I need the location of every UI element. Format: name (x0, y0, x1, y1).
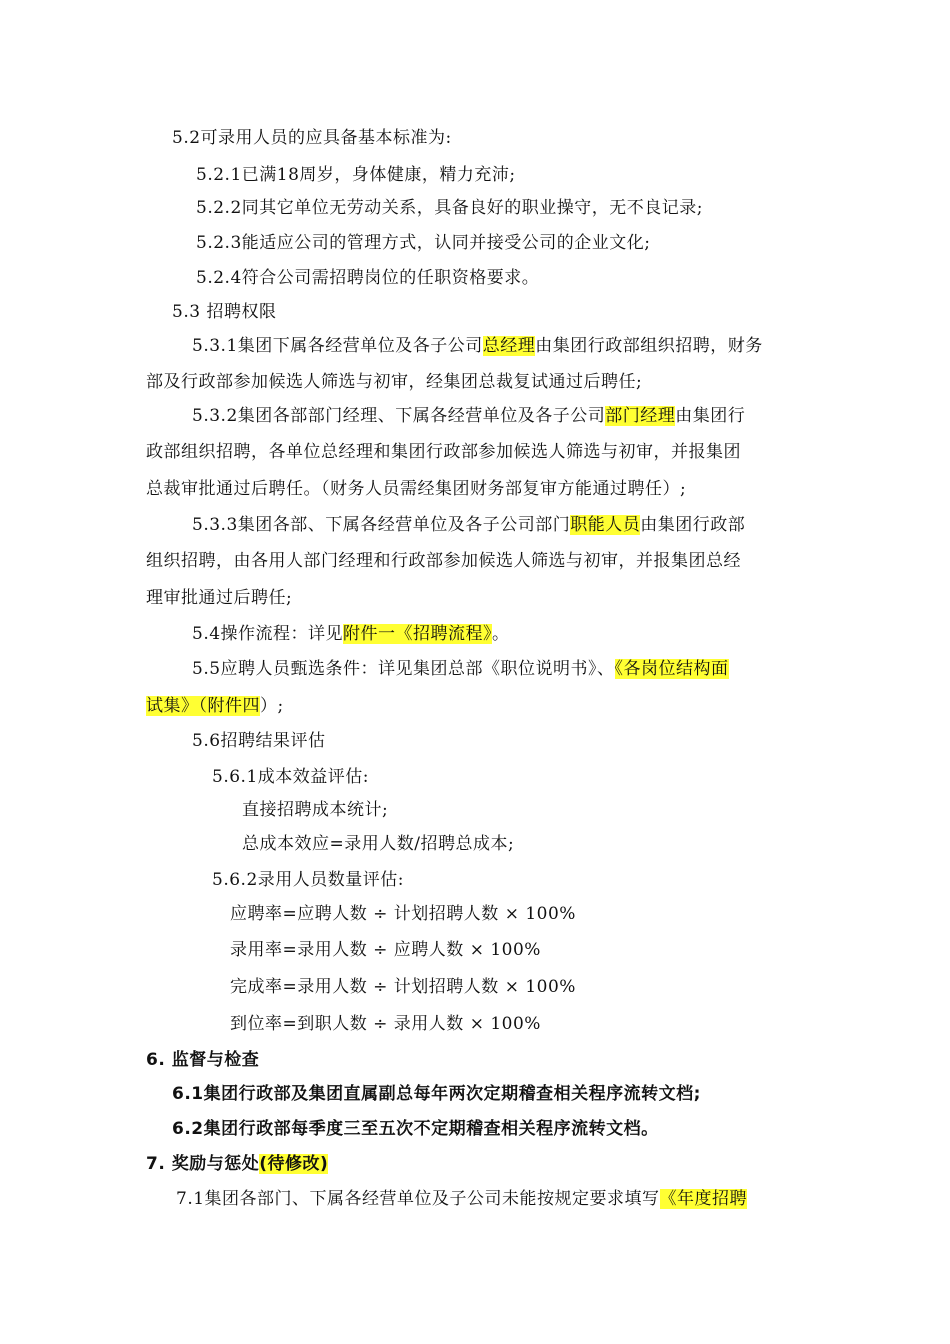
clause-5-3-3-cont-1: 组织招聘，由各用人部门经理和行政部参加候选人筛选与初审，并报集团总经 (146, 551, 741, 571)
text-run: 5.3.1集团下属各经营单位及各子公司 (192, 336, 483, 356)
clause-5-3-1 (192, 334, 763, 358)
clause-5-6-2: 5.6.2录用人员数量评估: (212, 870, 404, 890)
highlighted-text: 《年度招聘 (659, 1189, 748, 1209)
text-run: 。 (492, 624, 510, 644)
clause-5-3-3-cont-2: 理审批通过后聘任; (146, 588, 293, 608)
clause-5-3-1-cont: 部及行政部参加候选人筛选与初审，经集团总裁复试通过后聘任; (146, 372, 643, 392)
clause-7-1 (176, 1187, 747, 1211)
clause-5-2-1: 5.2.1已满18周岁，身体健康，精力充沛; (196, 165, 516, 185)
hire-rate-formula: 录用率=录用人数 ÷ 应聘人数 × 100% (230, 940, 541, 960)
clause-5-3-2 (192, 404, 745, 428)
application-rate-formula: 应聘率=应聘人数 ÷ 计划招聘人数 × 100% (230, 904, 576, 924)
clause-5-2-3: 5.2.3能适应公司的管理方式，认同并接受公司的企业文化; (196, 233, 651, 253)
clause-5-3-2-cont-2: 总裁审批通过后聘任。（财务人员需经集团财务部复审方能通过聘任）; (146, 479, 687, 499)
clause-6-2: 6.2集团行政部每季度三至五次不定期稽查相关程序流转文档。 (172, 1119, 659, 1139)
highlighted-text: 职能人员 (570, 515, 641, 535)
clause-5-2-4: 5.2.4符合公司需招聘岗位的任职资格要求。 (196, 268, 540, 288)
clause-5-2-2: 5.2.2同其它单位无劳动关系，具备良好的职业操守，无不良记录; (196, 198, 703, 218)
highlighted-text: 附件一《招聘流程》 (343, 624, 493, 644)
text-run: 由集团行政部组织招聘，财务 (535, 336, 763, 356)
text-run: 5.4操作流程：详见 (192, 624, 344, 644)
text-run: 7. 奖励与惩处 (146, 1154, 260, 1174)
text-run: 5.3.3集团各部、下属各经营单位及各子公司部门 (192, 515, 571, 535)
clause-5-3-2-cont-1: 政部组织招聘，各单位总经理和集团行政部参加候选人筛选与初审，并报集团 (146, 442, 741, 462)
clause-5-5-cont (146, 694, 284, 718)
highlighted-text: 试集》（附件四 (146, 696, 260, 716)
clause-5-3-3 (192, 513, 745, 537)
clause-5-6: 5.6招聘结果评估 (192, 731, 326, 751)
cost-statistic: 直接招聘成本统计; (242, 800, 389, 820)
text-run: 5.5应聘人员甄选条件：详见集团总部《职位说明书》、 (192, 659, 615, 679)
completion-rate-formula: 完成率=录用人数 ÷ 计划招聘人数 × 100% (230, 977, 576, 997)
cost-effect-formula: 总成本效应=录用人数/招聘总成本; (242, 834, 515, 854)
highlighted-text: (待修改) (259, 1154, 329, 1174)
highlighted-text: 总经理 (482, 336, 536, 356)
clause-5-3-heading: 5.3 招聘权限 (172, 302, 277, 322)
section-6-heading: 6. 监督与检查 (146, 1050, 260, 1070)
onboard-rate-formula: 到位率=到职人数 ÷ 录用人数 × 100% (230, 1014, 541, 1034)
clause-6-1: 6.1集团行政部及集团直属副总每年两次定期稽查相关程序流转文档; (172, 1084, 701, 1104)
clause-5-6-1: 5.6.1成本效益评估: (212, 767, 369, 787)
text-run: 7.1集团各部门、下属各经营单位及子公司未能按规定要求填写 (176, 1189, 660, 1209)
highlighted-text: 部门经理 (605, 406, 676, 426)
clause-5-5 (192, 657, 729, 681)
clause-5-2: 5.2可录用人员的应具备基本标准为: (172, 128, 452, 148)
highlighted-text: 《各岗位结构面 (614, 659, 729, 679)
section-7-heading (146, 1152, 328, 1176)
text-run: ）; (260, 696, 284, 716)
text-run: 由集团行 (675, 406, 746, 426)
text-run: 由集团行政部 (640, 515, 746, 535)
clause-5-4 (192, 622, 510, 646)
text-run: 5.3.2集团各部部门经理、下属各经营单位及各子公司 (192, 406, 606, 426)
